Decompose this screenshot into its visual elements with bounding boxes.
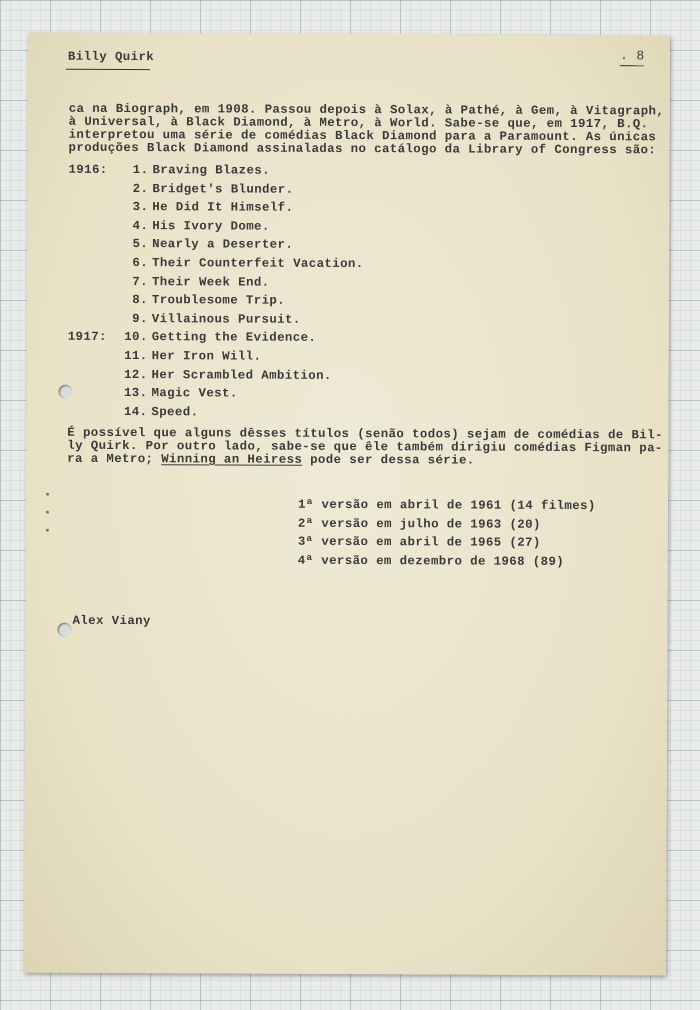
intro-line: interpretou uma série de comédias Black Diamond para a Paramount. As únicas xyxy=(68,127,657,145)
film-item xyxy=(68,274,588,295)
punch-hole xyxy=(58,385,72,399)
version-entry: 4ª versão em dezembro de 1968 (89) xyxy=(297,553,565,569)
film-title: Villainous Pursuit. xyxy=(151,311,301,327)
film-title: Their Counterfeit Vacation. xyxy=(152,256,364,272)
underlined-film-title: Winning an Heiress xyxy=(161,452,303,467)
film-number: 10. xyxy=(124,330,148,345)
closing-text: pode ser dessa série. xyxy=(302,452,475,468)
closing-line: ly Quirk. Por outro lado, sabe-se que êle também dirigiu comédias Figman pa- xyxy=(67,438,663,456)
film-item xyxy=(68,256,588,277)
margin-mark xyxy=(46,529,49,532)
header-underline xyxy=(66,69,150,70)
film-number: 5. xyxy=(132,237,149,252)
author-signature: Alex Viany xyxy=(72,613,151,629)
intro-line: produções Black Diamond assinaladas no catálogo da Library of Congress são: xyxy=(68,140,657,158)
film-item xyxy=(68,219,588,240)
film-item xyxy=(68,349,588,370)
film-number: 2. xyxy=(132,181,149,196)
film-number: 11. xyxy=(124,348,148,364)
film-item xyxy=(67,404,587,425)
page-number: . 8 xyxy=(619,48,645,64)
film-item xyxy=(67,386,587,407)
film-title: Bridget's Blunder. xyxy=(152,181,294,197)
film-title: Braving Blazes. xyxy=(152,163,271,178)
film-title: He Did It Himself. xyxy=(152,200,294,215)
film-item xyxy=(68,367,588,388)
intro-line: ca na Biograph, em 1908. Passou depois à Solax, à Pathé, à Gem, à Vitagraph, xyxy=(68,101,665,119)
film-item xyxy=(68,330,588,351)
film-year: 1917: xyxy=(67,330,107,345)
film-number: 1. xyxy=(132,163,149,178)
film-number: 4. xyxy=(132,218,149,233)
film-number: 14. xyxy=(123,404,148,419)
version-entry: 2ª versão em julho de 1963 (20) xyxy=(297,516,541,532)
film-number: 6. xyxy=(132,256,149,271)
punch-hole xyxy=(57,623,71,637)
film-item xyxy=(68,163,588,184)
film-title: Speed. xyxy=(151,404,199,420)
film-title: Nearly a Deserter. xyxy=(152,237,294,253)
version-entry: 1ª versão em abril de 1961 (14 filmes) xyxy=(297,497,596,514)
version-history xyxy=(298,498,596,574)
margin-mark xyxy=(46,511,49,514)
document-page xyxy=(24,33,670,976)
film-title: Getting the Evidence. xyxy=(151,330,317,346)
film-item xyxy=(68,293,588,314)
film-item xyxy=(68,312,588,333)
film-number: 9. xyxy=(132,311,148,326)
closing-text: ra a Metro; xyxy=(67,451,162,467)
intro-line: à Universal, à Black Diamond, à Metro, à World. Sabe-se que, em 1917, B.Q. xyxy=(68,114,649,132)
film-number: 3. xyxy=(132,200,149,215)
closing-line xyxy=(67,453,475,468)
film-title: Troublesome Trip. xyxy=(151,293,286,308)
film-item xyxy=(68,237,588,258)
film-item xyxy=(68,181,588,202)
version-entry: 3ª versão em abril de 1965 (27) xyxy=(297,534,541,551)
film-item xyxy=(68,200,588,221)
film-title: Their Week End. xyxy=(151,274,270,290)
film-title: His Ivory Dome. xyxy=(152,218,270,234)
header-title: Billy Quirk xyxy=(67,49,155,65)
film-number: 12. xyxy=(124,367,148,382)
film-number: 13. xyxy=(123,386,148,401)
film-title: Her Scrambled Ambition. xyxy=(151,367,332,383)
film-title: Her Iron Will. xyxy=(151,349,262,364)
film-number: 8. xyxy=(132,293,148,308)
page-number-underline xyxy=(620,65,644,66)
film-list xyxy=(67,163,588,426)
film-number: 7. xyxy=(132,274,148,289)
film-title: Magic Vest. xyxy=(151,386,238,401)
closing-line: É possível que alguns dêsses títulos (senão todos) sejam de comédias de Bil- xyxy=(67,425,663,443)
margin-mark xyxy=(46,493,49,496)
film-year: 1916: xyxy=(68,162,108,177)
